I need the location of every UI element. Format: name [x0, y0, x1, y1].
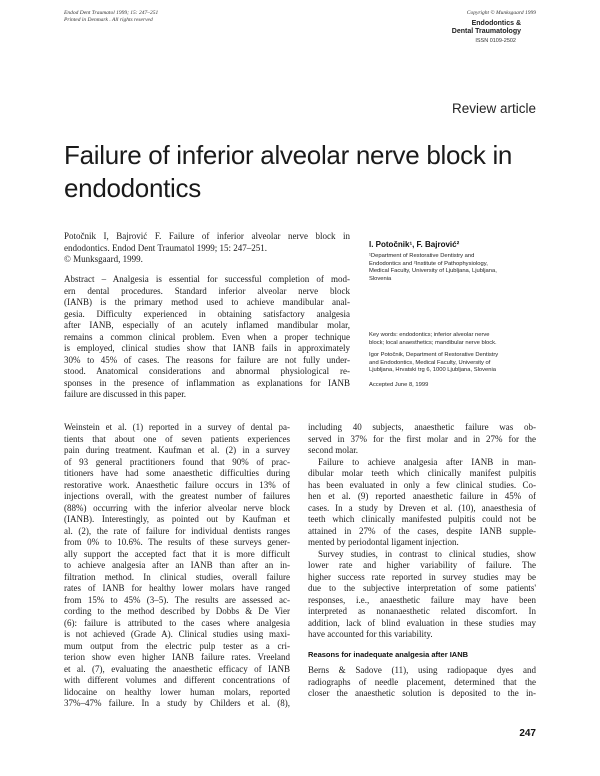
body-column-right — [308, 422, 536, 700]
body-line: is not achieved (Grade A). Clinical studies using maxi- — [64, 629, 290, 639]
body-column-left — [64, 422, 290, 710]
body-line: served in 37% for the first molar and in 27% for the — [308, 433, 536, 444]
body-line: teeth which clinically manifested pulpitis could not be — [308, 514, 536, 524]
body-line: filtration method. In clinical studies, overall failure — [64, 571, 290, 582]
body-line: attained in 27% of the cases, despite IANB supple- — [308, 525, 536, 536]
abstract-line: gesia. Difficulty experienced in obtaining satisfactory analgesia — [64, 308, 350, 319]
abstract-line: remains a common clinical problem. Even when a proper technique — [64, 331, 350, 342]
body-line: (IANB). Interestingly, as pointed out by Kaufman et — [64, 514, 290, 524]
affiliation-line: ¹Department of Restorative Dentistry and — [369, 253, 475, 259]
issn: ISSN 0109-2502 — [475, 38, 516, 44]
body-line: radiographs of needle placement, determined that the — [308, 676, 536, 687]
body-line: closer the anaesthetic solution is deposited to the in- — [308, 688, 536, 698]
body-line: second molar. — [308, 445, 358, 455]
title-line: Failure of inferior alveolar nerve block in — [64, 140, 513, 170]
body-line: lower rate and higher variability of failure. The — [308, 560, 536, 570]
article-title — [64, 139, 544, 205]
abstract-line: sponses in the presence of inflammation as explanations for IANB — [64, 377, 350, 388]
page-number: 247 — [519, 728, 536, 739]
body-line: restorative work. Anaesthetic failure occurs in 13% of — [64, 479, 290, 490]
body-line: Berns & Sadove (11), using radiopaque dyes and — [308, 665, 536, 675]
body-line: rates of IANB for healthy lower molars have ranged — [64, 583, 290, 593]
body-line: ally support the accepted fact that it is more difficult — [64, 548, 290, 559]
body-line: higher success rate reported in survey studies may be — [308, 571, 536, 582]
abstract-line: stood. Anatomical considerations and abnormal physiological re- — [64, 366, 350, 376]
citation-line: endodontics. Endod Dent Traumatol 1999; 15: 247–251. — [64, 242, 267, 253]
body-line: Weinstein et al. (1) reported in a survey of dental pa- — [64, 422, 290, 432]
body-line: pain during treatment. Kaufman et al. (2) in a survey — [64, 445, 290, 455]
journal-name-line: Endodontics & — [471, 20, 521, 27]
body-line: injections overall, with the greatest number of failures — [64, 491, 290, 501]
article-type: Review article — [451, 101, 536, 116]
abstract — [64, 274, 350, 401]
affiliations — [369, 253, 539, 283]
body-line: mum output from the electric pulp tester as a cri- — [64, 640, 290, 651]
correspondence-address — [369, 352, 539, 375]
abstract-line: failure are discussed in this paper. — [64, 389, 186, 399]
body-line: responses, i.e., anaesthetic failure may have been — [308, 594, 536, 605]
body-line: has been evaluated in only a few clinical studies. Co- — [308, 479, 536, 490]
section-heading: Reasons for inadequate analgesia after IANB — [308, 649, 469, 659]
citation-block — [64, 231, 350, 266]
citation-line: Potočnik I, Bajrović F. Failure of inferior alveolar nerve block in — [64, 231, 350, 241]
abstract-line: after IANB, especially of an acutely inflamed mandibular molar, — [64, 320, 350, 330]
body-line: Failure to achieve analgesia after IANB in man- — [318, 456, 536, 467]
body-line: lidocaine on healthy lower human molars, reported — [64, 686, 290, 697]
affiliation-line: Slovenia — [369, 275, 392, 282]
body-line: due to the subjective interpretation of some patients' — [308, 583, 536, 593]
journal-name — [452, 20, 521, 36]
affiliation-line: Endodontics and ²Institute of Pathophysiology, — [369, 260, 488, 267]
abstract-line: Abstract – Analgesia is essential for successful completion of mod- — [64, 274, 350, 284]
body-line: have accounted for this variability. — [308, 629, 433, 639]
body-line: cases. In a study by Dreven et al. (10), anaesthesia of — [308, 502, 536, 513]
journal-citation-header — [64, 10, 158, 24]
abstract-line: (IANB) is the primary method used to achieve mandibular anal- — [64, 297, 350, 307]
body-line: cording to the method described by Dobbs & De Vier — [64, 606, 290, 616]
affiliation-line: Medical Faculty, University of Ljubljana, Ljubljana, — [369, 268, 497, 274]
body-line: from 0% to 10.6%. The results of these surveys gener- — [64, 537, 290, 547]
body-line: tients that about one of seven patients experiences — [64, 433, 290, 444]
title-line: endodontics — [64, 173, 201, 203]
body-line: from 15% to 45% (3–5). The results are assessed ac- — [64, 594, 290, 605]
copyright-notice: Copyright © Munksgaard 1999 — [466, 10, 536, 16]
abstract-line: is employed, clinical studies show that IANB fails in approximately — [64, 343, 350, 353]
keywords-line: Key words: endodontics; inferior alveolar nerve — [369, 332, 490, 338]
body-line: et al. (7), evaluating the anaesthetic efficacy of IANB — [64, 663, 290, 674]
citation-line: © Munksgaard, 1999. — [64, 254, 143, 264]
abstract-line: 30% to 45% of cases. The reasons for failure are not fully under- — [64, 354, 350, 365]
body-line: (6): failure is attributed to the cases where analgesia — [64, 617, 290, 628]
accepted-date: Accepted June 8, 1999 — [369, 382, 429, 388]
body-line: al. (2), the rate of failure for individual dentists ranges — [64, 525, 290, 536]
body-line: Survey studies, in contrast to clinical studies, show — [318, 548, 536, 559]
keywords-line: block; local anaesthetics; mandibular nerve block. — [369, 339, 497, 346]
body-line: 37%–47% failure. In a study by Childers et al. (8), — [64, 698, 290, 708]
correspondence-line: Igor Potočnik, Department of Restorative Dentistry — [369, 352, 499, 358]
body-line: hen et al. (9) reported anaesthetic failure in 45% of — [308, 491, 536, 501]
authors: I. Potočnik¹, F. Bajrović² — [369, 240, 460, 249]
correspondence-line: Ljubljana, Hrvatski trg 6, 1000 Ljubljana, Slovenia — [369, 367, 496, 373]
body-line: (88%) occurring with the inferior alveolar nerve block — [64, 502, 290, 513]
body-line: dibular molar teeth which clinically manifest pulpitis — [308, 468, 536, 478]
body-line: to achieve analgesia after an IANB than after an in- — [64, 560, 290, 570]
body-line: including 40 subjects, anaesthetic failure was ob- — [308, 422, 536, 432]
body-line: addition, lack of blind evaluation in these studies may — [308, 617, 536, 628]
body-line: terion show even higher IANB failure rates. Vreeland — [64, 652, 290, 662]
journal-name-line: Dental Traumatology — [451, 28, 521, 35]
header-line: Printed in Denmark . All rights reserved — [64, 17, 153, 23]
header-line: Endod Dent Traumatol 1999; 15: 247–251 — [64, 10, 159, 16]
body-line: of 93 general practitioners found that 90% of prac- — [64, 456, 290, 467]
body-line: titioners have had some anaesthetic difficulties during — [64, 468, 290, 478]
keywords — [369, 332, 539, 347]
body-line: interpreted as nonanaesthetic related discomfort. In — [308, 606, 536, 616]
body-line: mented by periodontal ligament injection. — [308, 537, 459, 547]
abstract-line: ern dental procedures. Standard inferior alveolar nerve block — [64, 285, 350, 296]
correspondence-line: and Endodontics, Medical Faculty, University of — [369, 359, 491, 366]
body-line: with different volumes and different concentrations of — [64, 675, 290, 685]
